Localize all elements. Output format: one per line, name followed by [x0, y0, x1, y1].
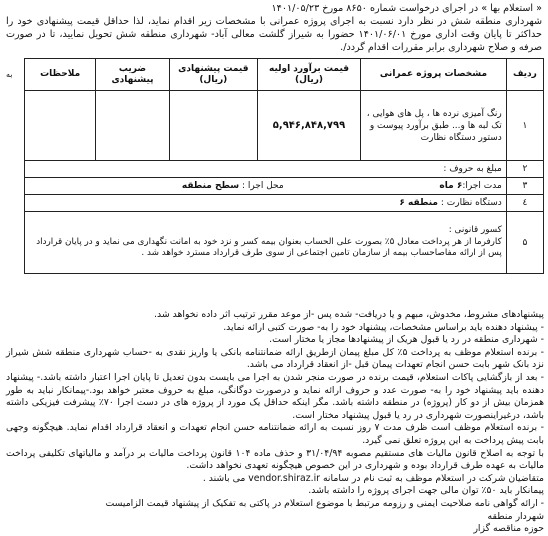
row-number: ۱	[506, 91, 543, 161]
table-row	[25, 91, 544, 161]
supervisor-label: دستگاه نظارت :	[440, 198, 502, 208]
notes-cell	[25, 91, 96, 161]
header-offer: قیمت پیشنهادی (ریال)	[169, 59, 257, 91]
header-desc: مشخصات پروژه عمرانی	[361, 59, 507, 91]
tax-coef-cell[interactable]	[96, 91, 169, 161]
condition-line: - برنده استعلام موظف به پرداخت ۵٪ کل مبلغ پیمان ازطریق ارائه ضمانتنامه بانکی یا واریز نقدی به -حساب شهرداری منطقه شش شیراز نزد بانک شهر بابت حسن انجام تعهدات پیمان قبل -از انعقاد قرارداد می باشد.	[6, 346, 544, 371]
legal-deductions	[25, 212, 507, 274]
location-label: محل اجرا :	[241, 181, 284, 191]
row-number: ۳	[506, 178, 543, 195]
intro-paragraph: شهرداری منطقه شش در نظر دارد نسبت به اجرای پروژه عمرانی با مشخصات زیر اقدام نماید، لذا حداقل قیمت پیشنهادی خود را حداکثر تا پایان وقت اداری مورخ ۱۴۰۱/۰۶/۰۱ حضورا به شیراز گلشت معالی آباد- شهرداری منطقه شش تحویل نمایید، تا در صورت صرفه و صلاح شهرداری برابر مقررات اقدام گردد/.	[6, 16, 542, 53]
condition-line: پیمانکار باید ۵۰٪ توان مالی جهت اجرای پروژه را داشته باشد.	[308, 485, 544, 497]
row-number: ۲	[506, 161, 543, 178]
supervisor-value: منطقه ۶	[399, 198, 438, 208]
row-number: ۵	[506, 212, 543, 274]
side-mark: به	[6, 70, 13, 79]
conditions-block	[6, 309, 544, 536]
condition-line: با توجه به اصلاح قانون مالیات های مستقیم مصوبه ۳۱/۰۴/۹۴ و حذف ماده ۱۰۴ قانون پرداخت مالیات بر درآمد و مالیاتهای تکلیفی پرداخت مالیات به عهده طرف قرارداد بوده و شهرداری در این خصوص هیچگونه تعهدی نخواهد داشت.	[6, 447, 544, 472]
estimate-value: ۵,۹۴۶,۸۴۸,۷۹۹	[257, 91, 360, 161]
legal-title: کسور قانونی :	[448, 225, 502, 236]
condition-line: - برنده استعلام موظف است ظرف مدت ۷ روز نسبت به ارائه ضمانتنامه حسن انجام تعهدات و انعقاد قرارداد اقدام نماید. هیچگونه وجهی بابت پیش پرداخت به این پروژه تعلق نمی گیرد.	[6, 422, 544, 446]
condition-line: - ارائه گواهی نامه صلاحیت ایمنی و رزومه مرتبط با موضوع استعلام در پاکتی به تفکیک از پیشنهاد قیمت الزامیست	[105, 497, 544, 509]
signature-office: حوزه مناقصه گزار	[473, 523, 544, 535]
duration-label: مدت اجرا:	[462, 181, 502, 191]
header-notes: ملاحظات	[25, 59, 96, 91]
document-page	[6, 2, 544, 54]
intro-block	[6, 2, 544, 54]
condition-line: - پیشنهاد دهنده باید براساس مشخصات، پیشنهاد خود را به- صورت کتبی ارائه نماید.	[223, 321, 544, 333]
duration-location	[25, 178, 507, 195]
legal-text: کارفرما از هر پرداخت معادل ۵٪ بصورت علی الحساب بعنوان بیمه کسر و نزد خود به امانت نگهداری می نماید و در پایان قرارداد پس از ارائه مفاصاحساب بیمه از سازمان تامین اجتماعی از سوی طرف قرارداد مسترد خواهد شد .	[36, 236, 502, 259]
amount-in-words: مبلغ به حروف :	[25, 161, 507, 178]
signature-title: شهردار منطقه	[487, 510, 544, 522]
project-table	[24, 58, 544, 274]
supervisor	[25, 195, 507, 212]
condition-line: پیشنهادهای مشروط، مخدوش، مبهم و یا دریافت- شده پس -از موعد مقرر ترتیب اثر داده نخواهد شد.	[154, 309, 544, 320]
offer-cell[interactable]	[169, 91, 257, 161]
table-row	[25, 212, 544, 274]
project-description: رنگ آمیزی نرده ها ، پل های هوایی ، تک لبه ها و... طبق برآورد پیوست و دستور دستگاه نظارت	[361, 91, 507, 161]
condition-line: - شهرداری منطقه در رد یا قبول هریک از پیشنهادها مجاز یا مختار است.	[269, 334, 544, 346]
header-tax-coef: ضریب پیشنهادی	[96, 59, 169, 91]
header-estimate: قیمت برآورد اولیه (ریال)	[257, 59, 360, 91]
row-number: ٤	[506, 195, 543, 212]
table-row	[25, 195, 544, 212]
intro-title: « استعلام بها » در اجرای درخواست شماره ۸۶۵۰ مورخ ۱۴۰۱/۰۵/۲۳	[271, 3, 542, 14]
duration-value: ۶ ماه	[439, 181, 463, 191]
table-row	[25, 178, 544, 195]
header-row: ردیف	[506, 59, 543, 91]
condition-line: - بعد از بازگشایی پاکات استعلام، قیمت برنده در صورت منجر شدن به اجرا می بایست بدون تعدیل تا پایان اجرا اعتبار داشته باشد.- پیشنهاد دهنده باید پیشنهاد خود را به- صورت عدد و حروف ارائه نماید و درصورت دوگانگی، مبلغ به حروف معتبر خواهد بود.-پیمانکار نباید به طور همزمان بیش از دو کار (پروژه) در منطقه داشته باشد. مگر اینکه حداقل یک مورد از پروژه های در دست اجرا ۷۰٪ پیشرفت فیزیکی داشته باشد، درغیراینصورت شهرداری در رد یا قبول پیشنهاد مختار است.	[6, 371, 544, 421]
location-value: سطح منطقه	[181, 181, 240, 191]
condition-line: متقاضیان شرکت در استعلام موظف به ثبت نام در سامانه vendor.shiraz.ir می باشند .	[202, 472, 544, 484]
table-row	[25, 161, 544, 178]
